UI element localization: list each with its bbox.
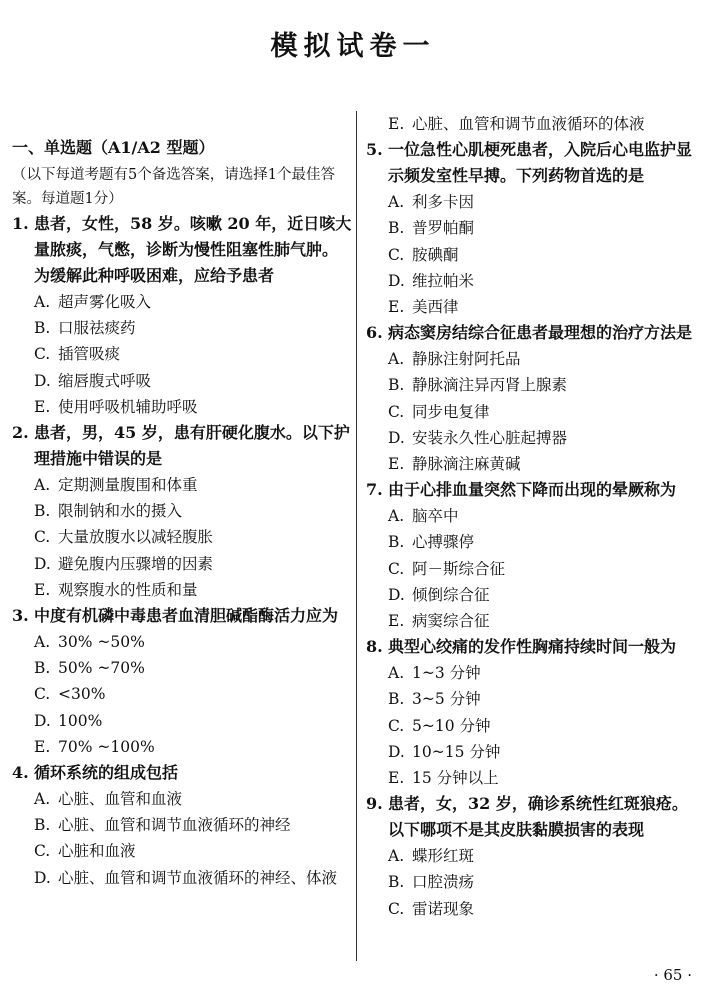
option-text: 3~5 分钟 <box>412 690 481 709</box>
page-title: 模拟试卷一 <box>270 31 436 62</box>
option-text: 静脉滴注异丙肾上腺素 <box>412 376 568 395</box>
option-letter: C. <box>388 559 405 578</box>
option-text: 1~3 分钟 <box>412 664 481 683</box>
option-letter: B. <box>34 319 51 338</box>
option-text: 利多卡因 <box>412 193 475 212</box>
option-text: 10~15 分钟 <box>412 742 501 761</box>
option-letter: B. <box>388 873 405 892</box>
option-letter: E. <box>388 455 405 474</box>
question-option <box>366 294 698 320</box>
option-text: 观察腹水的性质和量 <box>58 580 198 599</box>
section-instruction: （以下每道考题有5个备选答案，请选择1个最佳答案。每道题1分） <box>12 167 335 207</box>
question-option <box>12 838 352 864</box>
option-text: 心脏、血管和调节血液循环的神经、体液 <box>58 868 338 887</box>
question-block <box>366 634 698 791</box>
question-option <box>366 503 698 529</box>
question-text: 典型心绞痛的发作性胸痛持续时间一般为 <box>388 637 677 657</box>
question-option <box>12 734 352 760</box>
question-number: 1. <box>12 214 29 233</box>
option-letter: B. <box>34 816 51 835</box>
question-block <box>366 137 698 320</box>
option-text: 安装永久性心脏起搏器 <box>412 428 568 447</box>
option-text: 避免腹内压骤增的因素 <box>58 554 214 573</box>
option-text: 70% ~100% <box>58 737 155 756</box>
option-text: 插管吸痰 <box>58 345 121 364</box>
option-text: 心脏和血液 <box>58 842 136 861</box>
option-letter: A. <box>388 350 405 369</box>
question-text: 循环系统的组成包括 <box>34 763 179 783</box>
option-text: 5~10 分钟 <box>412 716 491 735</box>
option-text: 心脏、血管和调节血液循环的神经 <box>58 816 291 835</box>
option-letter: A. <box>34 476 51 495</box>
question-number: 8. <box>366 637 383 657</box>
question-block <box>12 211 352 420</box>
question-option <box>12 341 352 367</box>
option-text: 静脉注射阿托品 <box>412 350 521 369</box>
option-letter: C. <box>34 842 51 861</box>
option-text: 缩唇腹式呼吸 <box>58 371 152 390</box>
question-option <box>366 765 698 791</box>
question-option <box>12 708 352 734</box>
option-text: <30% <box>58 685 106 704</box>
question-option <box>366 189 698 215</box>
option-text: 心脏、血管和血液 <box>58 790 183 809</box>
question-option <box>366 451 698 477</box>
question-stem <box>366 634 698 660</box>
option-text: 病窦综合征 <box>412 612 490 631</box>
right-question-list <box>366 137 698 922</box>
question-stem <box>12 760 352 786</box>
left-question-list <box>12 211 352 891</box>
question-number: 7. <box>366 480 383 500</box>
option-letter: A. <box>388 847 405 866</box>
option-letter: C. <box>388 716 405 735</box>
option-letter: B. <box>34 659 51 678</box>
question-block <box>366 320 698 477</box>
column-divider <box>356 111 357 961</box>
right-column <box>366 111 698 922</box>
question-block <box>366 791 698 922</box>
question-number: 2. <box>12 423 29 443</box>
question-option <box>366 242 698 268</box>
question-option <box>12 524 352 550</box>
question-option <box>12 498 352 524</box>
question-number: 9. <box>366 794 383 814</box>
question-text: 患者，女性，58 岁。咳嗽 20 年，近日咳大量脓痰，气憋，诊断为慢性阻塞性肺气肿。为缓解此种呼吸困难，应给予患者 <box>34 214 352 285</box>
question-stem <box>366 477 698 503</box>
question-option <box>12 812 352 838</box>
option-letter: C. <box>34 528 51 547</box>
question-option <box>12 865 352 891</box>
question-option <box>366 556 698 582</box>
question-option <box>366 739 698 765</box>
question-option <box>12 315 352 341</box>
option-letter: A. <box>34 633 51 652</box>
question-option <box>366 869 698 895</box>
question-option <box>366 896 698 922</box>
option-text: 口服祛痰药 <box>58 319 136 338</box>
option-text: 脑卒中 <box>412 507 459 526</box>
question-number: 5. <box>366 140 383 160</box>
question-block <box>12 603 352 760</box>
option-letter: B. <box>388 376 405 395</box>
question-option <box>12 368 352 394</box>
option-text: 定期测量腹围和体重 <box>58 476 198 495</box>
option-text: 静脉滴注麻黄碱 <box>412 455 521 474</box>
option-letter: E. <box>34 580 51 599</box>
option-text: 50% ~70% <box>58 659 145 678</box>
question-stem <box>366 137 698 189</box>
question-text: 病态窦房结综合征患者最理想的治疗方法是 <box>388 323 693 343</box>
question-stem <box>12 420 352 472</box>
option-text: 美西律 <box>412 298 459 317</box>
option-text: 倾倒综合征 <box>412 585 490 604</box>
option-letter: D. <box>388 742 405 761</box>
option-letter: E. <box>388 612 405 631</box>
option-letter: E. <box>388 769 405 788</box>
option-letter: D. <box>388 585 405 604</box>
question-option <box>366 372 698 398</box>
question-option <box>366 660 698 686</box>
option-letter: C. <box>34 685 51 704</box>
question-option <box>366 582 698 608</box>
question-option <box>12 289 352 315</box>
option-letter: E. <box>34 397 51 416</box>
option-letter: A. <box>388 193 405 212</box>
question-option <box>12 629 352 655</box>
question-option <box>12 681 352 707</box>
question-number: 4. <box>12 763 29 783</box>
option-text: 大量放腹水以减轻腹胀 <box>58 528 214 547</box>
option-text: 30% ~50% <box>58 633 145 652</box>
option-text: 维拉帕米 <box>412 271 475 290</box>
option-letter: E. <box>388 115 405 133</box>
question-option <box>12 577 352 603</box>
question-block <box>12 760 352 891</box>
question-option <box>366 399 698 425</box>
question-text: 患者，女，32 岁，确诊系统性红斑狼疮。以下哪项不是其皮肤黏膜损害的表现 <box>388 794 688 840</box>
option-text: 使用呼吸机辅助呼吸 <box>58 397 198 416</box>
option-letter: D. <box>34 554 51 573</box>
option-letter: D. <box>388 271 405 290</box>
option-text: 超声雾化吸入 <box>58 293 152 311</box>
question-option <box>366 111 698 137</box>
question-option <box>366 215 698 241</box>
option-text: 胺碘酮 <box>412 245 459 264</box>
question-number: 6. <box>366 323 383 343</box>
option-letter: B. <box>388 690 405 709</box>
option-text: 阿－斯综合征 <box>412 559 506 578</box>
question-option <box>366 608 698 634</box>
option-letter: B. <box>34 502 51 521</box>
option-text: 蝶形红斑 <box>412 847 475 866</box>
option-text: 15 分钟以上 <box>412 769 499 788</box>
option-letter: C. <box>388 402 405 421</box>
option-letter: D. <box>34 711 51 730</box>
option-letter: A. <box>34 790 51 809</box>
option-text: 雷诺现象 <box>412 899 475 918</box>
option-text: 同步电复律 <box>412 402 490 421</box>
option-letter: D. <box>34 371 51 390</box>
option-text: 普罗帕酮 <box>412 219 475 238</box>
option-letter: B. <box>388 219 405 238</box>
option-letter: A. <box>34 293 51 311</box>
question-option <box>12 551 352 577</box>
option-text: 心搏骤停 <box>412 533 475 552</box>
option-letter: E. <box>34 737 51 756</box>
question-option <box>366 713 698 739</box>
option-letter: E. <box>388 298 405 317</box>
question-option <box>12 394 352 420</box>
question-option <box>12 786 352 812</box>
question-stem <box>366 791 698 843</box>
question-option <box>366 843 698 869</box>
question-option <box>12 655 352 681</box>
left-column <box>12 111 352 891</box>
option-text: 口腔溃疡 <box>412 873 475 892</box>
question-option <box>366 346 698 372</box>
question-option <box>366 686 698 712</box>
option-letter: A. <box>388 664 405 683</box>
option-text: 100% <box>58 711 103 730</box>
question-stem <box>12 211 352 289</box>
question-text: 一位急性心肌梗死患者，入院后心电监护显示频发室性早搏。下列药物首选的是 <box>388 140 693 186</box>
question-option <box>366 529 698 555</box>
option-letter: D. <box>388 428 405 447</box>
question-block <box>366 477 698 634</box>
question-option <box>12 472 352 498</box>
question-option <box>366 268 698 294</box>
section-heading: 一、单选题（A1/A2 型题） <box>12 138 215 157</box>
question-option <box>366 425 698 451</box>
option-letter: C. <box>388 245 405 264</box>
option-text: 心脏、血管和调节血液循环的体液 <box>412 115 645 133</box>
option-letter: D. <box>34 868 51 887</box>
question-stem <box>366 320 698 346</box>
option-text: 限制钠和水的摄入 <box>58 502 183 521</box>
question-stem <box>12 603 352 629</box>
option-letter: A. <box>388 507 405 526</box>
question-block <box>12 420 352 603</box>
question-text: 由于心排血量突然下降而出现的晕厥称为 <box>388 480 677 500</box>
question-text: 患者，男，45 岁，患有肝硬化腹水。以下护理措施中错误的是 <box>34 423 350 469</box>
option-letter: C. <box>34 345 51 364</box>
question-text: 中度有机磷中毒患者血清胆碱酯酶活力应为 <box>34 606 339 626</box>
question-number: 3. <box>12 606 29 626</box>
page-number: · 65 · <box>653 966 692 984</box>
option-letter: B. <box>388 533 405 552</box>
option-letter: C. <box>388 899 405 918</box>
